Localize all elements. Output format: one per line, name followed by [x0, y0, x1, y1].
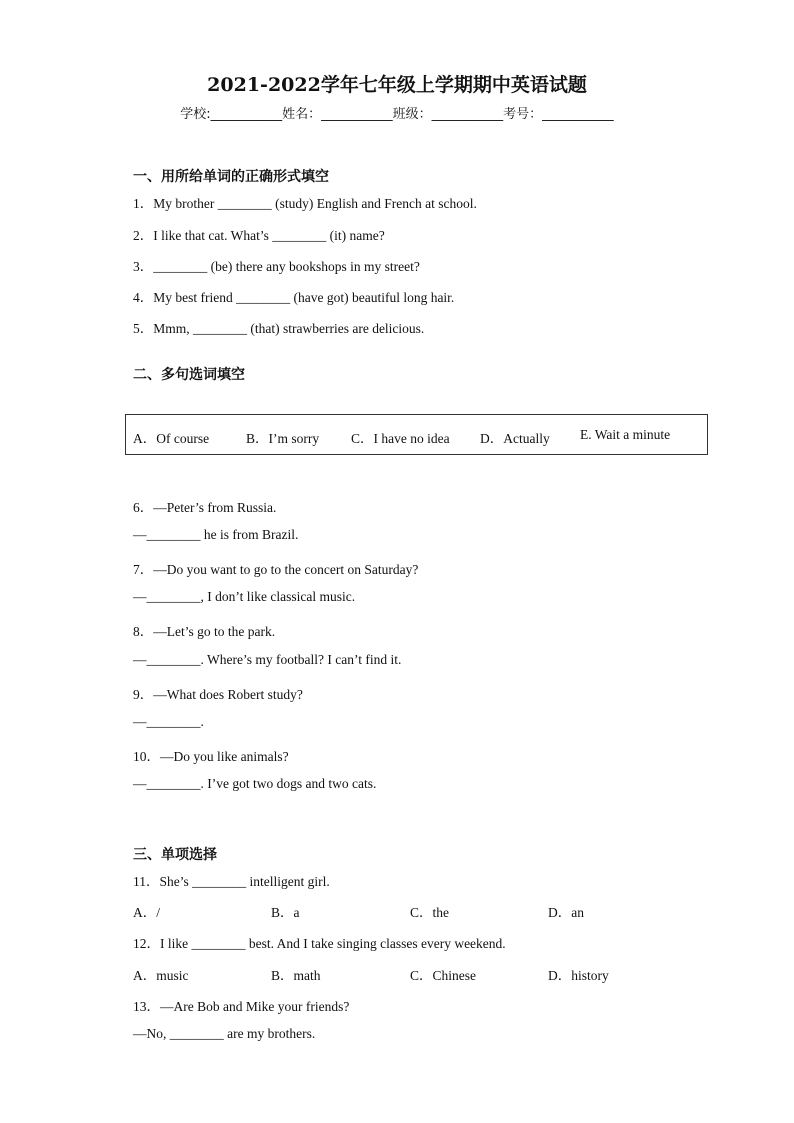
question-9-answer: —________.	[133, 714, 204, 729]
question-12-stem: 12．I like ________ best. And I take singing classes every weekend.	[133, 936, 506, 951]
word-bank-option-e: E. Wait a minute	[580, 427, 671, 442]
question-12-option-b: B．math	[271, 968, 321, 983]
question-7-answer: —________, I don’t like classical music.	[133, 589, 356, 604]
question-10-prompt: 10．—Do you like animals?	[133, 749, 289, 764]
question-11-option-d: D．an	[548, 905, 584, 920]
question-3: 3．________ (be) there any bookshops in my street?	[133, 259, 420, 274]
page-title: 2021-2022学年七年级上学期期中英语试题	[207, 74, 587, 96]
question-12-option-d: D．history	[548, 968, 609, 983]
question-13-stem: 13．—Are Bob and Mike your friends?	[133, 999, 350, 1014]
word-bank-option-b: B．I’m sorry	[246, 431, 320, 446]
question-2: 2．I like that cat. What’s ________ (it) name?	[133, 228, 385, 243]
student-info-line: 学校:___________姓名：___________班级：___________考号：___________	[180, 107, 614, 122]
section-2-heading: 二、多句选词填空	[133, 367, 245, 383]
section-3-heading: 三、单项选择	[133, 847, 217, 863]
question-5: 5．Mmm, ________ (that) strawberries are delicious.	[133, 321, 425, 336]
question-7-prompt: 7．—Do you want to go to the concert on Saturday?	[133, 562, 419, 577]
question-8-prompt: 8．—Let’s go to the park.	[133, 624, 276, 639]
question-12-option-c: C．Chinese	[410, 968, 476, 983]
question-8-answer: —________. Where’s my football? I can’t find it.	[133, 652, 402, 667]
question-10-answer: —________. I’ve got two dogs and two cats.	[133, 776, 377, 791]
word-bank-option-a: A．Of course	[133, 431, 210, 446]
question-13-answer: —No, ________ are my brothers.	[133, 1026, 316, 1041]
question-11-option-c: C．the	[410, 905, 449, 920]
question-9-prompt: 9．—What does Robert study?	[133, 687, 303, 702]
question-11-option-a: A．/	[133, 905, 160, 920]
question-6-answer: —________ he is from Brazil.	[133, 527, 299, 542]
question-11-option-b: B．a	[271, 905, 300, 920]
word-bank-option-c: C．I have no idea	[351, 431, 450, 446]
question-11-stem: 11．She’s ________ intelligent girl.	[133, 874, 330, 889]
question-12-option-a: A．music	[133, 968, 189, 983]
question-6-prompt: 6．—Peter’s from Russia.	[133, 500, 277, 515]
section-1-heading: 一、用所给单词的正确形式填空	[133, 169, 329, 185]
question-4: 4．My best friend ________ (have got) beautiful long hair.	[133, 290, 455, 305]
word-bank-option-d: D．Actually	[480, 431, 550, 446]
question-1: 1．My brother ________ (study) English and French at school.	[133, 196, 477, 211]
word-bank-box	[125, 414, 708, 455]
